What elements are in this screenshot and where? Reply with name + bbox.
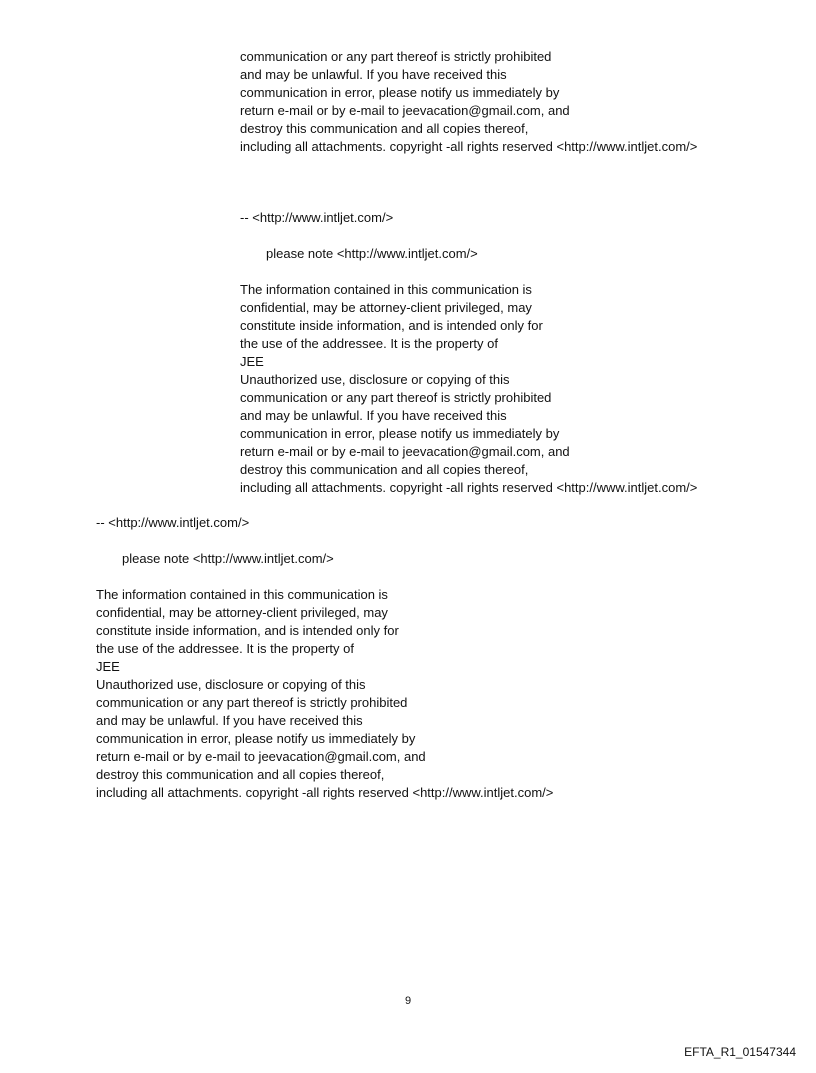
text-line: and may be unlawful. If you have received this bbox=[96, 713, 363, 728]
signature-separator: -- <http://www.intljet.com/> bbox=[96, 515, 250, 530]
text-line: Unauthorized use, disclosure or copying of this bbox=[240, 372, 510, 387]
signature-separator: -- <http://www.intljet.com/> bbox=[240, 210, 394, 225]
text-line: the use of the addressee. It is the property of bbox=[240, 336, 498, 351]
text-line: Unauthorized use, disclosure or copying of this bbox=[96, 677, 366, 692]
text-line: including all attachments. copyright -all rights reserved <http://www.intljet.com/> bbox=[240, 139, 698, 154]
text-line: destroy this communication and all copies thereof, bbox=[240, 462, 529, 477]
text-line: including all attachments. copyright -all rights reserved <http://www.intljet.com/> bbox=[240, 480, 698, 495]
text-line: and may be unlawful. If you have received this bbox=[240, 67, 507, 82]
text-line: destroy this communication and all copies thereof, bbox=[240, 121, 529, 136]
document-id: EFTA_R1_01547344 bbox=[684, 1045, 796, 1059]
text-line: including all attachments. copyright -all rights reserved <http://www.intljet.com/> bbox=[96, 785, 554, 800]
text-line: communication or any part thereof is strictly prohibited bbox=[240, 49, 552, 64]
text-line: return e-mail or by e-mail to jeevacation@gmail.com, and bbox=[96, 749, 426, 764]
text-line: the use of the addressee. It is the property of bbox=[96, 641, 354, 656]
page-number: 9 bbox=[404, 995, 412, 1007]
text-line: confidential, may be attorney-client privileged, may bbox=[240, 300, 532, 315]
quoted-signature-middle bbox=[240, 209, 697, 497]
text-line: constitute inside information, and is intended only for bbox=[240, 318, 543, 333]
text-line: destroy this communication and all copies thereof, bbox=[96, 767, 385, 782]
please-note-line: please note <http://www.intljet.com/> bbox=[266, 246, 478, 261]
text-line: communication in error, please notify us immediately by bbox=[240, 426, 560, 441]
text-line: confidential, may be attorney-client privileged, may bbox=[96, 605, 388, 620]
text-line: return e-mail or by e-mail to jeevacation@gmail.com, and bbox=[240, 103, 570, 118]
text-line: and may be unlawful. If you have received this bbox=[240, 408, 507, 423]
text-line: JEE bbox=[96, 659, 120, 674]
text-line: communication in error, please notify us immediately by bbox=[240, 85, 560, 100]
text-line: return e-mail or by e-mail to jeevacation@gmail.com, and bbox=[240, 444, 570, 459]
signature-bottom bbox=[96, 514, 553, 802]
text-line: JEE bbox=[240, 354, 264, 369]
text-line: communication or any part thereof is strictly prohibited bbox=[96, 695, 408, 710]
quoted-disclaimer-top bbox=[240, 48, 697, 156]
please-note-line: please note <http://www.intljet.com/> bbox=[122, 551, 334, 566]
text-line: The information contained in this communication is bbox=[240, 282, 532, 297]
text-line: constitute inside information, and is intended only for bbox=[96, 623, 399, 638]
text-line: The information contained in this communication is bbox=[96, 587, 388, 602]
text-line: communication in error, please notify us immediately by bbox=[96, 731, 416, 746]
text-line: communication or any part thereof is strictly prohibited bbox=[240, 390, 552, 405]
